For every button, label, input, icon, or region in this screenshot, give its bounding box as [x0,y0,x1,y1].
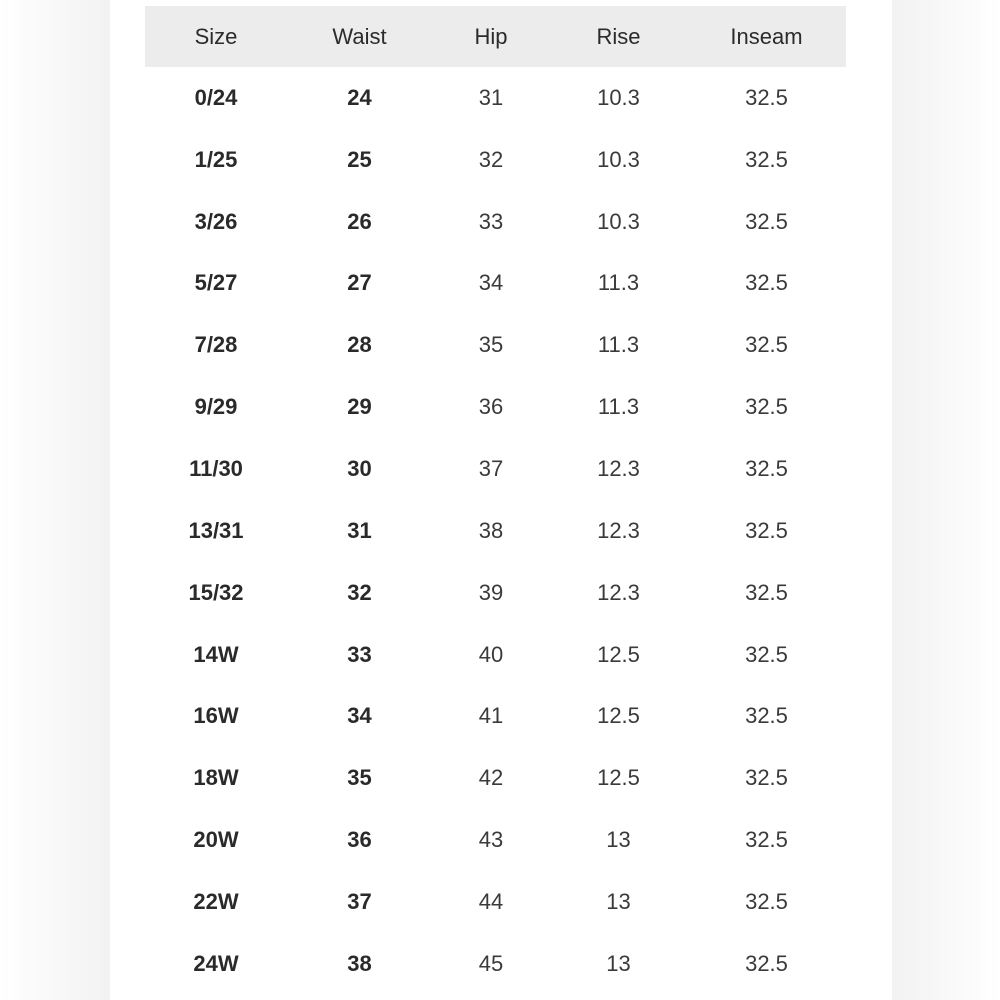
cell-waist: 35 [347,765,372,791]
cell-waist: 30 [347,455,372,481]
cell-rise: 13 [606,950,631,976]
cell-size: 16W [193,703,239,729]
cell-waist: 29 [347,394,372,420]
cell-hip: 32 [478,146,504,172]
blurred-left-margin [0,0,110,1000]
cell-size: 20W [193,827,239,853]
table-row [145,67,846,129]
cell-waist: 34 [347,703,372,729]
cell-inseam: 32.5 [745,270,788,296]
cell-rise: 13 [606,888,631,914]
table-row [145,253,846,315]
cell-inseam: 32.5 [745,517,788,543]
cell-waist: 26 [347,208,372,234]
cell-size: 7/28 [194,332,238,358]
cell-rise: 13 [606,827,631,853]
cell-size: 3/26 [194,208,238,234]
header-rise: Rise [596,23,641,49]
cell-inseam: 32.5 [745,146,788,172]
table-row [145,500,846,562]
table-row [145,747,846,809]
cell-hip: 38 [478,517,504,543]
header-hip: Hip [474,23,508,49]
cell-waist: 31 [347,517,372,543]
cell-waist: 27 [347,270,372,296]
cell-hip: 43 [478,827,504,853]
cell-inseam: 32.5 [745,703,788,729]
cell-size: 18W [193,765,239,791]
cell-inseam: 32.5 [745,208,788,234]
cell-inseam: 32.5 [745,579,788,605]
cell-waist: 33 [347,641,372,667]
size-chart-table [145,6,846,995]
cell-hip: 39 [478,579,504,605]
cell-inseam: 32.5 [745,455,788,481]
cell-size: 24W [193,950,239,976]
cell-hip: 45 [478,950,504,976]
cell-rise: 10.3 [597,208,640,234]
cell-rise: 10.3 [597,84,640,110]
cell-inseam: 32.5 [745,332,788,358]
cell-inseam: 32.5 [745,888,788,914]
cell-rise: 12.5 [597,703,640,729]
cell-rise: 11.3 [597,394,640,420]
cell-inseam: 32.5 [745,641,788,667]
cell-hip: 40 [478,641,504,667]
table-row [145,438,846,500]
table-row [145,562,846,624]
cell-waist: 37 [347,888,372,914]
table-row [145,809,846,871]
cell-size: 0/24 [194,84,238,110]
cell-waist: 24 [347,84,372,110]
table-row [145,376,846,438]
cell-hip: 44 [478,888,504,914]
cell-inseam: 32.5 [745,765,788,791]
cell-hip: 33 [478,208,504,234]
cell-size: 9/29 [194,394,238,420]
cell-hip: 34 [478,270,504,296]
table-row [145,129,846,191]
cell-size: 5/27 [194,270,238,296]
cell-waist: 32 [347,579,372,605]
header-waist: Waist [332,23,387,49]
cell-rise: 12.3 [597,579,640,605]
cell-rise: 12.5 [597,641,640,667]
cell-rise: 10.3 [597,146,640,172]
cell-size: 1/25 [194,146,238,172]
cell-waist: 36 [347,827,372,853]
cell-inseam: 32.5 [745,84,788,110]
cell-hip: 35 [478,332,504,358]
table-row [145,191,846,253]
cell-size: 11/30 [189,455,243,481]
table-row [145,933,846,995]
header-inseam: Inseam [730,23,803,49]
cell-hip: 37 [478,455,504,481]
cell-rise: 11.3 [597,332,640,358]
cell-hip: 42 [478,765,504,791]
table-row [145,624,846,686]
cell-inseam: 32.5 [745,950,788,976]
cell-size: 13/31 [188,517,244,543]
cell-rise: 12.3 [597,455,640,481]
cell-inseam: 32.5 [745,827,788,853]
cell-rise: 12.5 [597,765,640,791]
table-row [145,685,846,747]
cell-rise: 12.3 [597,517,640,543]
table-row [145,314,846,376]
cell-hip: 41 [478,703,504,729]
blurred-right-margin [892,0,1000,1000]
cell-size: 22W [193,888,239,914]
table-row [145,871,846,933]
cell-size: 15/32 [188,579,244,605]
cell-hip: 36 [478,394,504,420]
cell-waist: 25 [347,146,372,172]
cell-size: 14W [193,641,239,667]
cell-hip: 31 [478,84,504,110]
cell-waist: 28 [347,332,372,358]
header-size: Size [194,23,238,49]
cell-waist: 38 [347,950,372,976]
cell-rise: 11.3 [597,270,640,296]
cell-inseam: 32.5 [745,394,788,420]
table-header-row [145,6,846,67]
